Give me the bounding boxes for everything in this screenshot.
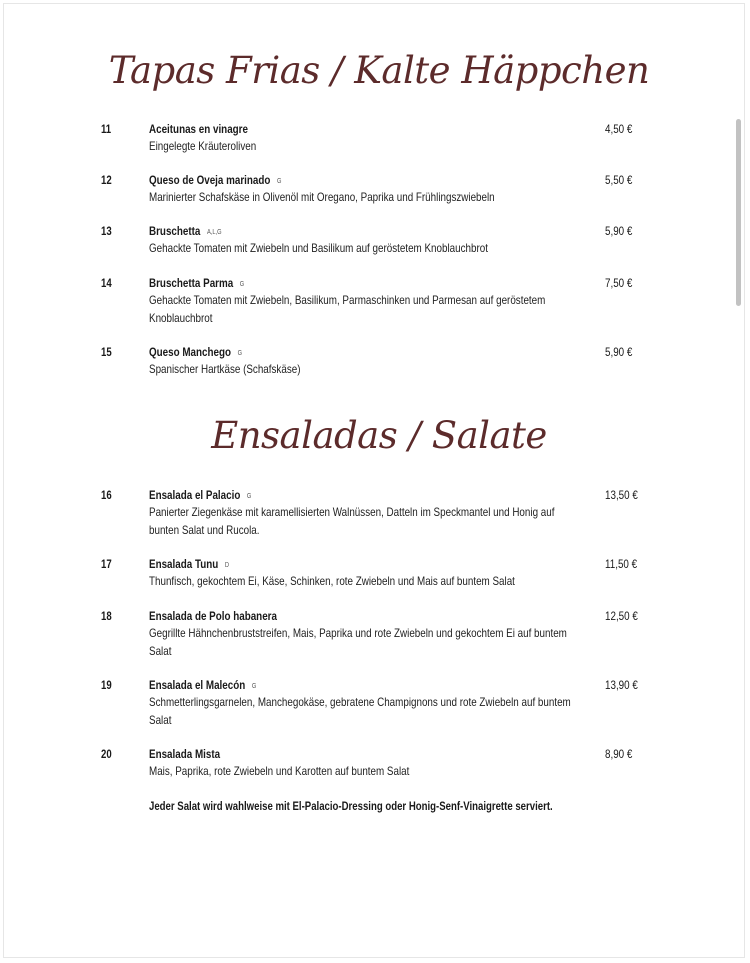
item-number: 14	[101, 276, 112, 290]
item-description: Schmetterlingsgarnelen, Manchegokäse, gebratene Champignons und rote Zwiebeln auf buntem Salat	[149, 695, 571, 727]
item-price: 7,50 €	[605, 276, 633, 290]
item-number: 15	[101, 345, 112, 359]
item-price: 5,90 €	[605, 224, 633, 238]
allergen-code: G	[251, 683, 257, 690]
item-name: Queso Manchego	[149, 345, 232, 359]
allergen-code: G	[239, 281, 245, 288]
allergen-code: G	[276, 178, 282, 185]
item-number: 18	[101, 609, 112, 623]
item-price: 11,50 €	[605, 557, 638, 571]
item-description: Gegrillte Hähnchenbruststreifen, Mais, Paprika und rote Zwiebeln und gekochtem Ei auf buntem Salat	[149, 626, 567, 658]
item-description: Thunfisch, gekochtem Ei, Käse, Schinken, rote Zwiebeln und Mais auf buntem Salat	[149, 574, 515, 588]
item-number: 16	[101, 488, 112, 502]
allergen-code: A,L,G	[206, 229, 222, 236]
item-price: 8,90 €	[605, 747, 633, 761]
menu-page	[3, 3, 745, 958]
item-price: 13,90 €	[605, 678, 638, 692]
salad-dressing-note: Jeder Salat wird wahlweise mit El-Palacio-Dressing oder Honig-Senf-Vinaigrette serviert.	[149, 799, 553, 813]
item-description: Eingelegte Kräuteroliven	[149, 139, 257, 153]
item-number: 13	[101, 224, 112, 238]
section-title-tapas: Tapas Frias / Kalte Häppchen	[108, 49, 650, 92]
allergen-code: G	[237, 350, 243, 357]
item-price: 13,50 €	[605, 488, 638, 502]
item-name: Ensalada Tunu	[149, 557, 219, 571]
item-price: 4,50 €	[605, 122, 633, 136]
allergen-code: D	[224, 562, 229, 569]
item-price: 5,50 €	[605, 173, 633, 187]
item-number: 19	[101, 678, 112, 692]
allergen-code: G	[246, 493, 252, 500]
item-name: Bruschetta	[149, 224, 201, 238]
item-description: Gehackte Tomaten mit Zwiebeln, Basilikum, Parmaschinken und Parmesan auf geröstetem Knoblauchbrot	[149, 293, 546, 325]
item-description: Panierter Ziegenkäse mit karamellisierten Walnüssen, Datteln im Speckmantel und Honig auf bunten Salat und Rucola.	[149, 505, 555, 537]
item-name: Bruschetta Parma	[149, 276, 234, 290]
item-name: Queso de Oveja marinado	[149, 173, 271, 187]
item-name: Ensalada de Polo habanera	[149, 609, 277, 623]
vertical-scrollbar[interactable]	[736, 119, 741, 306]
item-name: Ensalada Mista	[149, 747, 221, 761]
item-price: 12,50 €	[605, 609, 638, 623]
item-description: Marinierter Schafskäse in Olivenöl mit Oregano, Paprika und Frühlingszwiebeln	[149, 190, 495, 204]
item-name: Aceitunas en vinagre	[149, 122, 248, 136]
item-name: Ensalada el Palacio	[149, 488, 241, 502]
item-price: 5,90 €	[605, 345, 633, 359]
item-number: 11	[101, 122, 112, 136]
item-number: 20	[101, 747, 112, 761]
section-title-salads: Ensaladas / Salate	[211, 414, 547, 457]
item-number: 12	[101, 173, 112, 187]
item-description: Spanischer Hartkäse (Schafskäse)	[149, 362, 301, 376]
item-description: Gehackte Tomaten mit Zwiebeln und Basilikum auf geröstetem Knoblauchbrot	[149, 241, 488, 255]
item-number: 17	[101, 557, 112, 571]
item-description: Mais, Paprika, rote Zwiebeln und Karotten auf buntem Salat	[149, 764, 410, 778]
item-name: Ensalada el Malecón	[149, 678, 246, 692]
